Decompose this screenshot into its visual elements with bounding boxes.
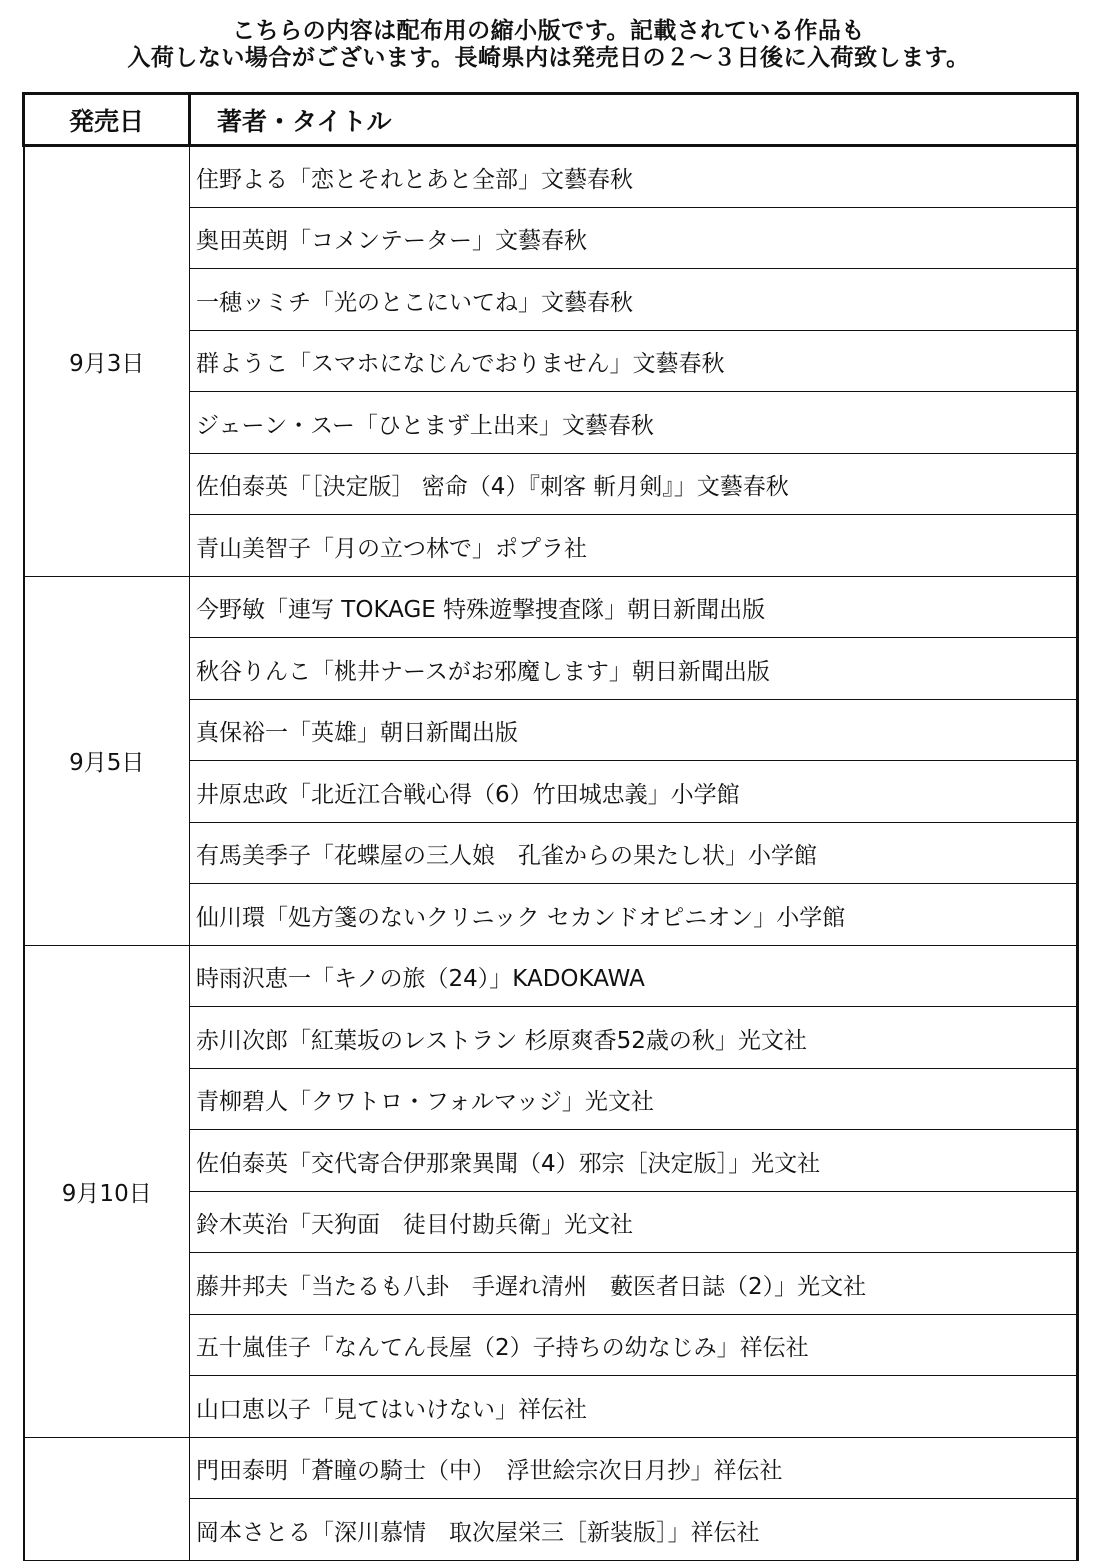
book-entry: 鈴木英治「天狗面 徒目付勘兵衛」光文社 (190, 1191, 1078, 1253)
book-entry: 仙川環「処方箋のないクリニック セカンドオピニオン」小学館 (190, 884, 1078, 946)
book-entry: 今野敏「連写 TOKAGE 特殊遊撃捜査隊」朝日新聞出版 (190, 576, 1078, 638)
book-entry: 有馬美季子「花蝶屋の三人娘 孔雀からの果たし状」小学館 (190, 822, 1078, 884)
notice (0, 18, 1097, 72)
header-title: 著者・タイトル (190, 94, 1078, 146)
book-entry: 佐伯泰英「交代寄合伊那衆異聞（4）邪宗［決定版］」光文社 (190, 1130, 1078, 1192)
release-date: 9月10日 (24, 945, 190, 1437)
notice-line-2: 入荷しない場合がございます。長崎県内は発売日の２〜３日後に入荷致します。 (127, 45, 970, 71)
table-row (24, 1437, 1078, 1499)
book-entry: 山口恵以子「見てはいけない」祥伝社 (190, 1376, 1078, 1438)
book-entry: 青柳碧人「クワトロ・フォルマッジ」光文社 (190, 1068, 1078, 1130)
book-entry: 秋谷りんこ「桃井ナースがお邪魔します」朝日新聞出版 (190, 638, 1078, 700)
book-entry: 佐伯泰英「［決定版］ 密命（4）『刺客 斬月剣』」文藝春秋 (190, 453, 1078, 515)
release-date: 9月5日 (24, 576, 190, 945)
book-entry: 井原忠政「北近江合戦心得（6）竹田城忠義」小学館 (190, 761, 1078, 823)
table-row (24, 576, 1078, 638)
book-entry: 赤川次郎「紅葉坂のレストラン 杉原爽香52歳の秋」光文社 (190, 1007, 1078, 1069)
book-entry: ジェーン・スー「ひとまず上出来」文藝春秋 (190, 392, 1078, 454)
release-date (24, 1437, 190, 1560)
book-entry: 一穂ッミチ「光のとこにいてね」文藝春秋 (190, 269, 1078, 331)
book-entry: 五十嵐佳子「なんてん長屋（2）子持ちの幼なじみ」祥伝社 (190, 1314, 1078, 1376)
book-entry: 青山美智子「月の立つ林で」ポプラ社 (190, 515, 1078, 577)
table-row (24, 146, 1078, 208)
book-entry: 藤井邦夫「当たるも八卦 手遅れ清州 藪医者日誌（2）」光文社 (190, 1253, 1078, 1315)
release-date: 9月3日 (24, 146, 190, 577)
book-entry: 真保裕一「英雄」朝日新聞出版 (190, 699, 1078, 761)
notice-line-1: こちらの内容は配布用の縮小版です。記載されている作品も (232, 18, 865, 44)
release-table (22, 92, 1079, 1561)
header-row (24, 94, 1078, 146)
table-body (24, 146, 1078, 1561)
table-row (24, 945, 1078, 1007)
book-entry: 門田泰明「蒼瞳の騎士（中） 浮世絵宗次日月抄」祥伝社 (190, 1437, 1078, 1499)
book-entry: 時雨沢恵一「キノの旅（24）」KADOKAWA (190, 945, 1078, 1007)
book-entry: 奥田英朗「コメンテーター」文藝春秋 (190, 207, 1078, 269)
book-entry: 住野よる「恋とそれとあと全部」文藝春秋 (190, 146, 1078, 208)
header-date: 発売日 (24, 94, 190, 146)
book-entry: 岡本さとる「深川慕情 取次屋栄三［新装版］」祥伝社 (190, 1499, 1078, 1561)
book-entry: 群ようこ「スマホになじんでおりません」文藝春秋 (190, 330, 1078, 392)
